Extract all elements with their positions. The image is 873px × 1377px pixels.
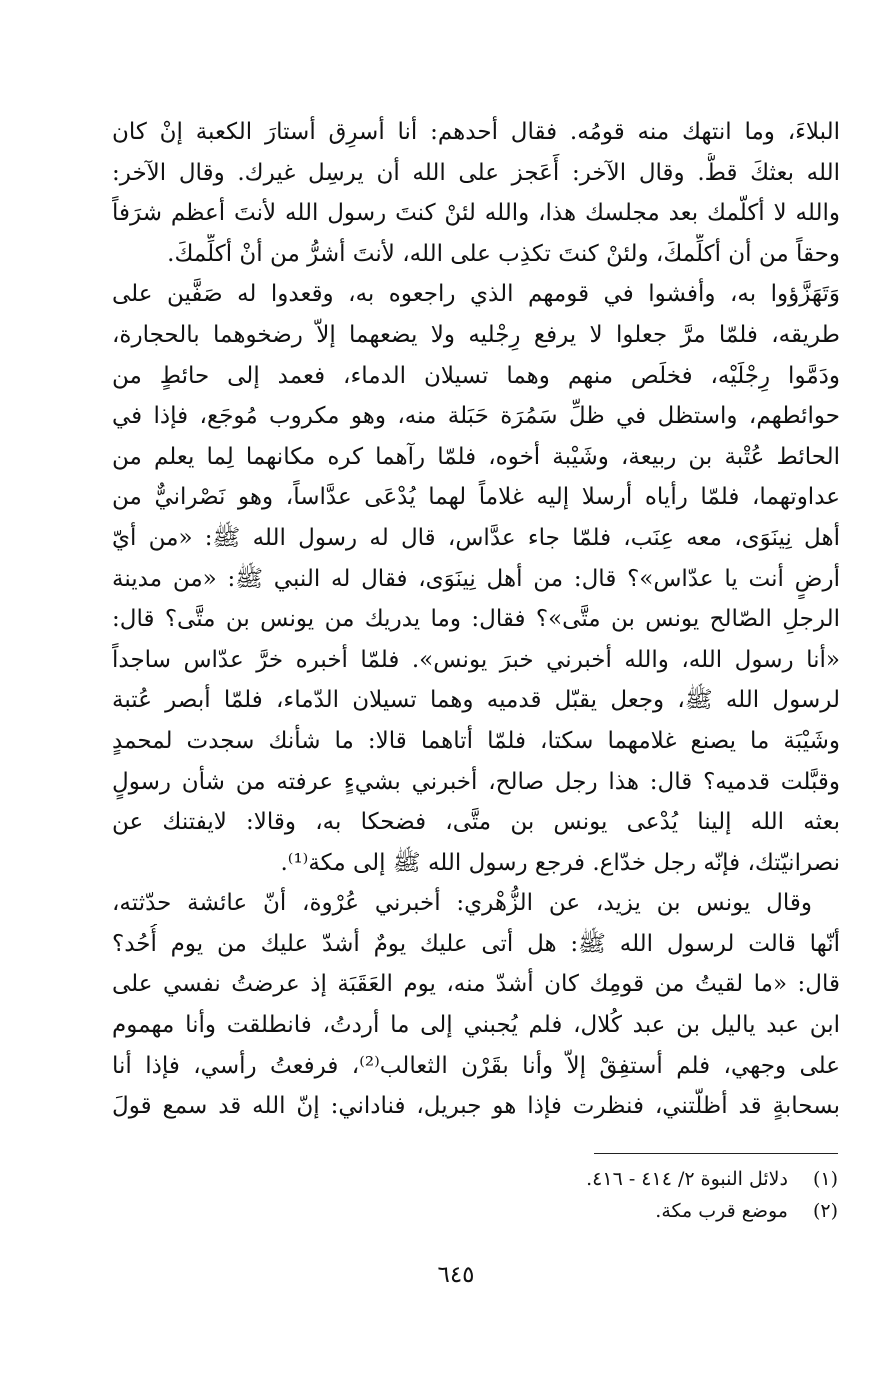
text-line: أهل نِينَوَى، معه عِنَب، فلمّا جاء عدَّاس، قال له رسول الله ﷺ: «من أيّ bbox=[112, 524, 840, 551]
text-line: على وجهي، فلم أستفِقْ إلاّ وأنا بقَرْن الثعالب⁽²⁾، فرفعتُ رأسي، فإذا أنا bbox=[112, 1052, 840, 1079]
text-line: قال: «ما لقيتُ من قومِك كان أشدّ منه، يوم العَقَبَة إذ عرضتُ نفسي على bbox=[112, 971, 840, 998]
footnote-separator bbox=[594, 1153, 838, 1154]
text-line: «أنا رسول الله، والله أخبرني خبرَ يونس». فلمّا أخبره خرَّ عدّاس ساجداً bbox=[112, 646, 840, 673]
text-line: ابن عبد ياليل بن عبد كُلال، فلم يُجبني إلى ما أردتُ، فانطلقت وأنا مهموم bbox=[112, 1012, 840, 1039]
footnote-number: (١) bbox=[812, 1168, 838, 1190]
text-line: وَتَهَزَّؤوا به، وأفشوا في قومهم الذي راجعوه به، وقعدوا له صَفَّين على bbox=[112, 281, 840, 308]
text-line: طريقه، فلمّا مرَّ جعلوا لا يرفع رِجْليه ولا يضعهما إلاّ رضخوهما بالحجارة، bbox=[112, 321, 840, 348]
text-line: لرسول الله ﷺ، وجعل يقبّل قدميه وهما تسيلان الدّماء، فلمّا أبصر عُتبة bbox=[112, 687, 840, 714]
text-line: الحائط عُتْبة بن ربيعة، وشَيْبة أخوه، فلمّا رآهما كره مكانهما لِما يعلم من bbox=[112, 443, 840, 470]
text-line: الرجلِ الصّالح يونس بن متَّى»؟ فقال: وما يدريك من يونس بن متَّى؟ قال: bbox=[112, 606, 840, 633]
footnote-text: موضع قرب مكة. bbox=[655, 1200, 788, 1222]
text-line: البلاءَ، وما انتهك منه قومُه. فقال أحدهم: أنا أسرِق أستارَ الكعبة إنْ كان bbox=[112, 119, 840, 145]
footnote bbox=[400, 1163, 838, 1195]
text-line: ودَمَّوا رِجْلَيْه، فخلَص منهم وهما تسيلان الدماء، فعمد إلى حائطٍ من bbox=[112, 362, 840, 389]
footnote-number: (٢) bbox=[812, 1200, 838, 1222]
text-line: وشَيْبَة ما يصنع غلامهما سكتا، فلمّا أتاهما قالا: ما شأنك سجدت لمحمدٍ bbox=[112, 727, 840, 754]
text-line: الله بعثكَ قطُّ. وقال الآخر: أَعَجز على الله أن يرسِل غيرك. وقال الآخر: bbox=[112, 159, 840, 186]
text-line: وحقاً من أن أكلِّمكَ، ولئنْ كنتَ تكذِب على الله، لأنتَ أشرُّ من أنْ أكلِّمكَ. bbox=[167, 240, 840, 267]
text-line: أنّها قالت لرسول الله ﷺ: هل أتى عليك يومٌ أشدّ عليك من يوم أُحُد؟ bbox=[112, 930, 840, 957]
text-line: بسحابةٍ قد أظلّتني، فنظرت فإذا هو جبريل، فناداني: إنّ الله قد سمع قولَ bbox=[112, 1093, 840, 1120]
text-line: والله لا أكلّمك بعد مجلسك هذا، والله لئنْ كنتَ رسول الله لأنتَ أعظم شرَفاً bbox=[112, 200, 840, 227]
paragraph-first-line: وقال يونس بن يزيد، عن الزُّهْري: أخبرني عُرْوة، أنّ عائشة حدّثته، bbox=[112, 890, 812, 917]
text-line: نصرانيّتك، فإنّه رجل خدّاع. فرجع رسول الله ﷺ إلى مكة⁽¹⁾. bbox=[280, 849, 840, 876]
text-line: حوائطهم، واستظل في ظلِّ سَمُرَة حَبَلة منه، وهو مكروب مُوجَع، فإذا في bbox=[112, 403, 840, 430]
text-line: وقبَّلت قدميه؟ قال: هذا رجل صالح، أخبرني بشيءٍ عرفته من شأن رسولٍ bbox=[112, 768, 840, 795]
page-number: ٦٤٥ bbox=[437, 1262, 475, 1288]
footnote-text: دلائل النبوة ٢/ ٤١٤ - ٤١٦. bbox=[586, 1168, 788, 1190]
main-text-block bbox=[112, 112, 840, 1127]
text-line: بعثه الله إلينا يُدْعى يونس بن متَّى، فضحكا به، وقالا: لايفتنك عن bbox=[112, 809, 840, 836]
footnotes bbox=[400, 1163, 838, 1227]
text-line: عداوتهما، فلمّا رأياه أرسلا إليه غلاماً لهما يُدْعَى عدَّاساً، وهو نَصْرانيٌّ من bbox=[112, 484, 840, 511]
footnote bbox=[400, 1195, 838, 1227]
text-line: أرضٍ أنت يا عدّاس»؟ قال: من أهل نِينَوَى، فقال له النبي ﷺ: «من مدينة bbox=[112, 565, 840, 592]
